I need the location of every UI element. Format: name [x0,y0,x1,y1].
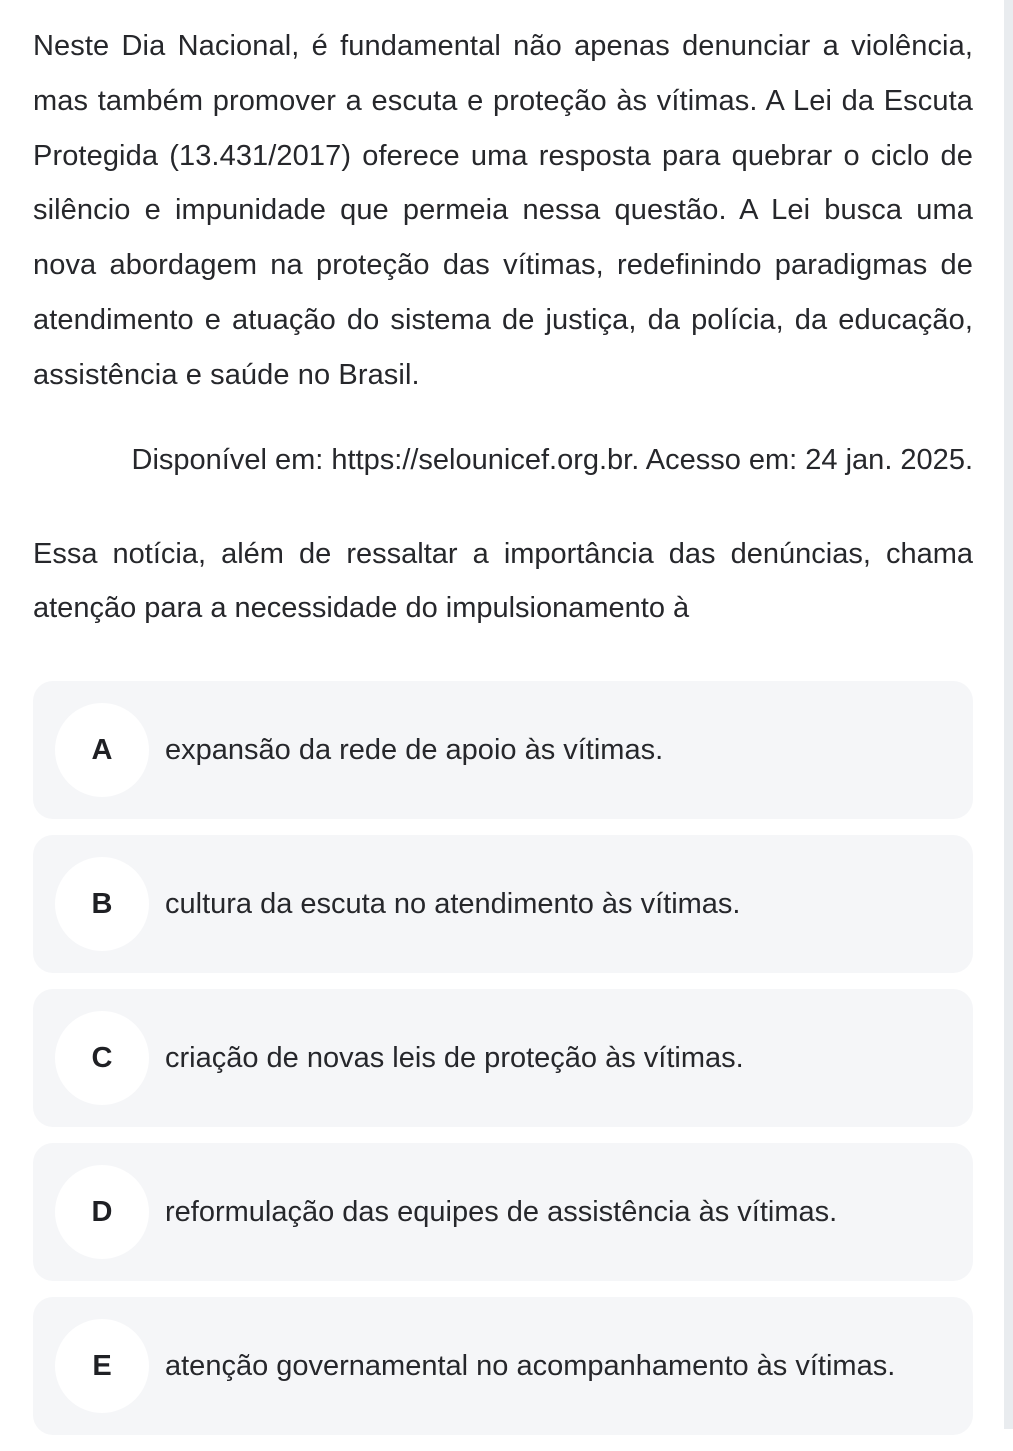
option-letter-badge: A [55,703,149,797]
option-text: criação de novas leis de proteção às vítimas. [165,1042,744,1074]
option-letter-badge: B [55,857,149,951]
option-text: reformulação das equipes de assistência às vítimas. [165,1196,838,1228]
passage-text: Neste Dia Nacional, é fundamental não apenas denunciar a violência, mas também promover a escuta e proteção às vítimas. A Lei da Escuta Protegida (13.431/2017) oferece uma resposta para quebrar o ciclo de silêncio e impunidade que permeia nessa questão. A Lei busca uma nova abordagem na proteção das vítimas, redefinindo paradigmas de atendimento e atuação do sistema de justiça, da polícia, da educação, assistência e saúde no Brasil. [33,30,973,391]
question-prompt: Essa notícia, além de ressaltar a importância das denúncias, chama atenção para a necessidade do impulsionamento à [33,537,973,625]
scrollbar-track[interactable] [1004,0,1013,1429]
option-text: cultura da escuta no atendimento às vítimas. [165,888,741,920]
option-letter-badge: C [55,1011,149,1105]
option-letter-badge: E [55,1319,149,1413]
source-citation: Disponível em: https://selounicef.org.br. Acesso em: 24 jan. 2025. [131,443,973,476]
option-e[interactable] [33,1297,973,1435]
option-d[interactable] [33,1143,973,1281]
question-content [33,0,973,636]
answer-options [33,681,973,1451]
option-text: atenção governamental no acompanhamento às vítimas. [165,1350,896,1382]
option-c[interactable] [33,989,973,1127]
option-letter-badge: D [55,1165,149,1259]
option-b[interactable] [33,835,973,973]
option-a[interactable] [33,681,973,819]
option-text: expansão da rede de apoio às vítimas. [165,734,664,766]
